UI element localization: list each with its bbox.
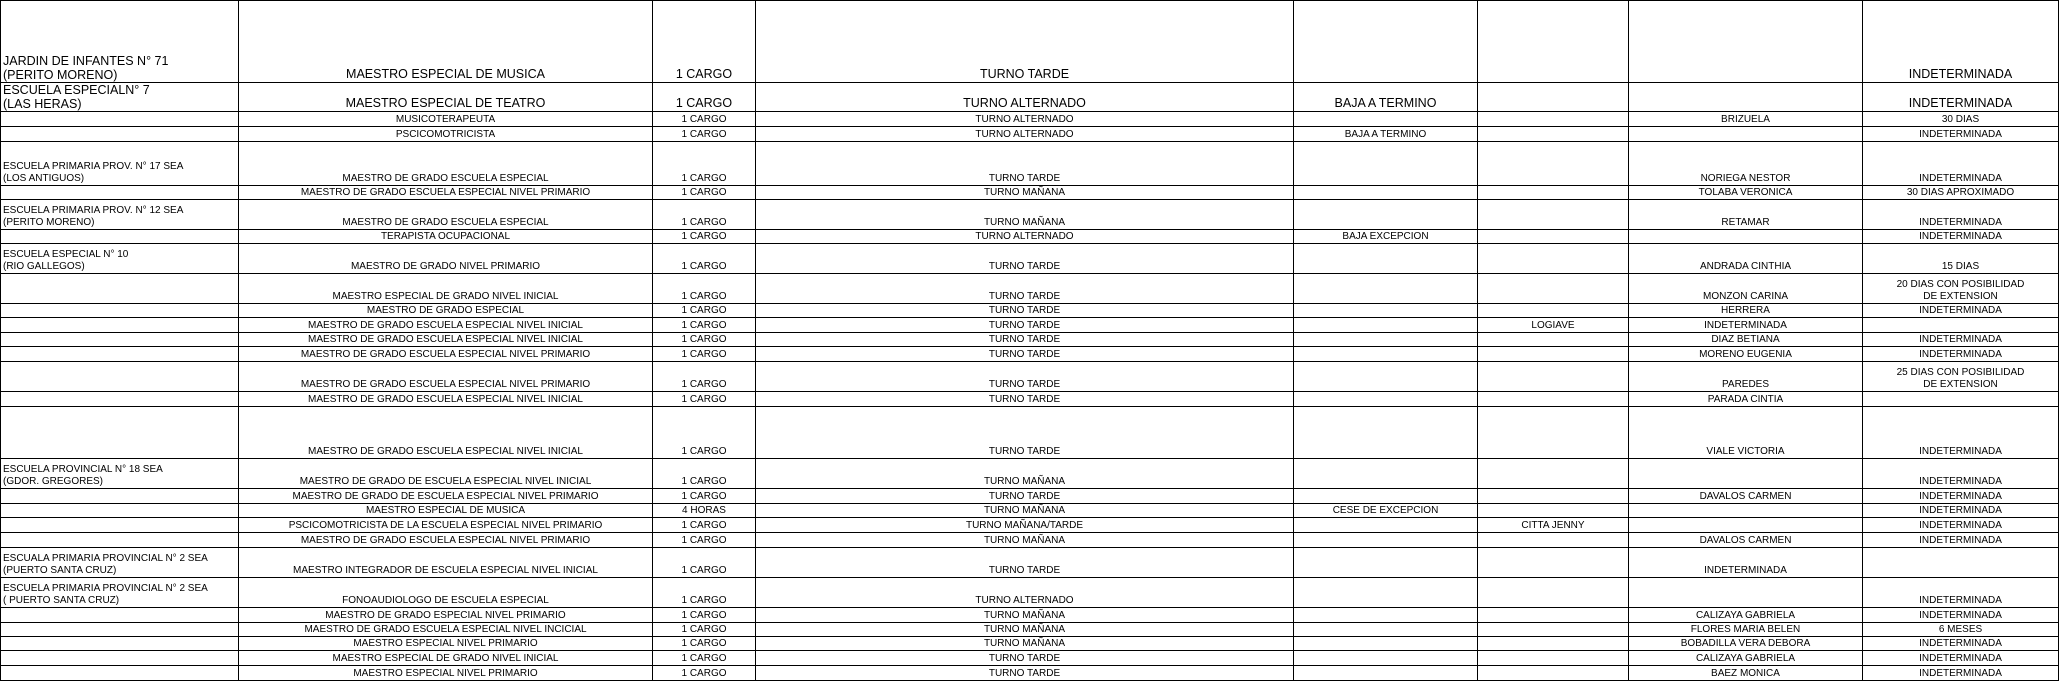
cell-movement: CESE DE EXCEPCION [1294,504,1478,518]
cell-school: JARDIN DE INFANTES N° 71 (PERITO MORENO) [1,1,239,83]
cell-movement [1294,362,1478,392]
cell-school [1,637,239,651]
cell-position: MAESTRO DE GRADO ESCUELA ESPECIAL NIVEL PRIMARIO [239,186,653,200]
cell-position: MAESTRO ESPECIAL NIVEL PRIMARIO [239,666,653,681]
cell-school: ESCUALA PRIMARIA PROVINCIAL N° 2 SEA (PUERTO SANTA CRUZ) [1,548,239,578]
cell-position: PSCICOMOTRICISTA DE LA ESCUELA ESPECIAL NIVEL PRIMARIO [239,518,653,533]
cell-position: FONOAUDIOLOGO DE ESCUELA ESPECIAL [239,578,653,608]
cell-position: MAESTRO INTEGRADOR DE ESCUELA ESPECIAL NIVEL INICIAL [239,548,653,578]
cell-shift: TURNO ALTERNADO [756,83,1294,112]
cell-quantity: 1 CARGO [653,651,756,666]
cell-duration: INDETERMINADA [1863,637,2059,651]
cell-school [1,504,239,518]
cell-replacement [1629,459,1863,489]
cell-replacement: HERRERA [1629,304,1863,318]
cell-school [1,608,239,623]
cell-quantity: 1 CARGO [653,1,756,83]
cell-replacement: MONZON CARINA [1629,274,1863,304]
cell-movement [1294,304,1478,318]
cell-quantity: 1 CARGO [653,112,756,127]
table-row [1,304,2059,318]
cell-duration: INDETERMINADA [1863,1,2059,83]
table-row [1,362,2059,392]
cell-teacher [1478,274,1629,304]
cell-position: MAESTRO DE GRADO DE ESCUELA ESPECIAL NIVEL PRIMARIO [239,489,653,504]
cell-quantity: 1 CARGO [653,347,756,362]
cell-teacher [1478,578,1629,608]
cell-quantity: 1 CARGO [653,623,756,637]
cell-movement [1294,608,1478,623]
cell-shift: TURNO MAÑANA [756,637,1294,651]
cell-teacher [1478,112,1629,127]
cell-duration: INDETERMINADA [1863,230,2059,244]
cell-replacement: CALIZAYA GABRIELA [1629,608,1863,623]
cell-teacher [1478,459,1629,489]
cell-quantity: 1 CARGO [653,608,756,623]
cell-duration: INDETERMINADA [1863,533,2059,548]
cell-teacher [1478,142,1629,186]
cell-quantity: 1 CARGO [653,548,756,578]
cell-quantity: 1 CARGO [653,666,756,681]
cell-duration: INDETERMINADA [1863,142,2059,186]
cell-school [1,666,239,681]
cell-shift: TURNO TARDE [756,362,1294,392]
cell-duration: INDETERMINADA [1863,459,2059,489]
cell-replacement: NORIEGA NESTOR [1629,142,1863,186]
cell-duration: INDETERMINADA [1863,347,2059,362]
table-row [1,623,2059,637]
table-row [1,533,2059,548]
cell-shift: TURNO TARDE [756,142,1294,186]
cell-replacement: DAVALOS CARMEN [1629,489,1863,504]
cell-shift: TURNO TARDE [756,318,1294,333]
cell-position: MAESTRO DE GRADO ESCUELA ESPECIAL NIVEL INCICIAL [239,623,653,637]
cell-replacement [1629,127,1863,142]
table-row [1,112,2059,127]
cell-duration: INDETERMINADA [1863,407,2059,459]
cell-duration [1863,548,2059,578]
cell-shift: TURNO TARDE [756,347,1294,362]
cell-shift: TURNO ALTERNADO [756,112,1294,127]
table-row [1,244,2059,274]
cell-position: MAESTRO ESPECIAL NIVEL PRIMARIO [239,637,653,651]
table-row [1,274,2059,304]
cell-movement [1294,518,1478,533]
cell-replacement: FLORES MARIA BELEN [1629,623,1863,637]
cell-position: MAESTRO DE GRADO ESCUELA ESPECIAL NIVEL INICIAL [239,392,653,407]
cell-duration: INDETERMINADA [1863,489,2059,504]
cell-replacement: VIALE VICTORIA [1629,407,1863,459]
cell-quantity: 1 CARGO [653,318,756,333]
cell-duration: INDETERMINADA [1863,200,2059,230]
table-row [1,518,2059,533]
cell-teacher [1478,83,1629,112]
cell-position: MAESTRO DE GRADO ESCUELA ESPECIAL NIVEL INICIAL [239,318,653,333]
cell-teacher [1478,623,1629,637]
cell-movement: BAJA A TERMINO [1294,83,1478,112]
cell-shift: TURNO TARDE [756,1,1294,83]
cell-quantity: 1 CARGO [653,83,756,112]
cell-teacher [1478,127,1629,142]
cell-replacement [1629,518,1863,533]
cell-movement [1294,578,1478,608]
cell-movement [1294,489,1478,504]
cell-replacement: ANDRADA CINTHIA [1629,244,1863,274]
cell-school [1,489,239,504]
cell-position: MAESTRO DE GRADO ESCUELA ESPECIAL NIVEL INICIAL [239,407,653,459]
cell-position: PSCICOMOTRICISTA [239,127,653,142]
cell-replacement: DIAZ BETIANA [1629,333,1863,347]
cell-quantity: 1 CARGO [653,489,756,504]
table-row [1,666,2059,681]
cell-position: MUSICOTERAPEUTA [239,112,653,127]
cell-shift: TURNO MAÑANA [756,186,1294,200]
table-row [1,637,2059,651]
cell-shift: TURNO TARDE [756,489,1294,504]
table-row [1,504,2059,518]
cell-school [1,533,239,548]
cell-school [1,186,239,200]
cell-school [1,651,239,666]
cell-school [1,407,239,459]
cell-position: MAESTRO DE GRADO ESCUELA ESPECIAL NIVEL INICIAL [239,333,653,347]
cell-replacement [1629,578,1863,608]
cell-position: MAESTRO DE GRADO ESPECIAL [239,304,653,318]
cell-position: MAESTRO DE GRADO ESCUELA ESPECIAL NIVEL PRIMARIO [239,362,653,392]
cell-replacement: CALIZAYA GABRIELA [1629,651,1863,666]
cell-teacher: LOGIAVE [1478,318,1629,333]
cell-shift: TURNO TARDE [756,651,1294,666]
cell-teacher [1478,533,1629,548]
cell-position: MAESTRO ESPECIAL DE GRADO NIVEL INICIAL [239,651,653,666]
cell-teacher [1478,304,1629,318]
cell-duration [1863,318,2059,333]
cell-duration: INDETERMINADA [1863,578,2059,608]
cell-duration: INDETERMINADA [1863,333,2059,347]
cell-school [1,392,239,407]
cell-quantity: 4 HORAS [653,504,756,518]
cell-duration: INDETERMINADA [1863,666,2059,681]
cell-quantity: 1 CARGO [653,200,756,230]
cell-teacher [1478,548,1629,578]
cell-quantity: 1 CARGO [653,459,756,489]
cell-replacement [1629,504,1863,518]
cell-teacher [1478,244,1629,274]
cell-replacement: DAVALOS CARMEN [1629,533,1863,548]
cell-position: MAESTRO DE GRADO ESCUELA ESPECIAL NIVEL PRIMARIO [239,533,653,548]
cell-quantity: 1 CARGO [653,407,756,459]
cell-quantity: 1 CARGO [653,518,756,533]
table-row [1,651,2059,666]
cell-shift: TURNO TARDE [756,666,1294,681]
cell-position: MAESTRO ESPECIAL DE GRADO NIVEL INICIAL [239,274,653,304]
cell-shift: TURNO TARDE [756,392,1294,407]
cell-shift: TURNO ALTERNADO [756,578,1294,608]
cell-position: MAESTRO DE GRADO ESCUELA ESPECIAL NIVEL PRIMARIO [239,347,653,362]
cell-shift: TURNO MAÑANA [756,623,1294,637]
cell-replacement: PAREDES [1629,362,1863,392]
cell-quantity: 1 CARGO [653,244,756,274]
cell-movement [1294,347,1478,362]
cell-duration: 25 DIAS CON POSIBILIDAD DE EXTENSION [1863,362,2059,392]
cell-quantity: 1 CARGO [653,533,756,548]
cell-school [1,230,239,244]
table-row [1,459,2059,489]
cell-movement [1294,407,1478,459]
cell-school: ESCUELA PRIMARIA PROV. N° 12 SEA (PERITO MORENO) [1,200,239,230]
cell-shift: TURNO TARDE [756,407,1294,459]
cell-movement [1294,651,1478,666]
cell-school [1,518,239,533]
cell-teacher [1478,407,1629,459]
cell-movement [1294,142,1478,186]
cell-position: MAESTRO DE GRADO ESCUELA ESPECIAL [239,200,653,230]
cell-position: MAESTRO ESPECIAL DE MUSICA [239,1,653,83]
cell-duration: 20 DIAS CON POSIBILIDAD DE EXTENSION [1863,274,2059,304]
cell-movement [1294,548,1478,578]
cell-teacher [1478,200,1629,230]
cell-teacher [1478,637,1629,651]
cell-replacement: BOBADILLA VERA DEBORA [1629,637,1863,651]
cell-duration: 15 DIAS [1863,244,2059,274]
cell-shift: TURNO TARDE [756,548,1294,578]
cell-replacement: PARADA CINTIA [1629,392,1863,407]
cell-duration: INDETERMINADA [1863,127,2059,142]
cell-quantity: 1 CARGO [653,333,756,347]
cell-duration: INDETERMINADA [1863,304,2059,318]
table-row [1,489,2059,504]
cell-movement [1294,112,1478,127]
cell-movement [1294,1,1478,83]
cell-teacher [1478,651,1629,666]
cell-school [1,304,239,318]
cell-quantity: 1 CARGO [653,127,756,142]
table-row [1,83,2059,112]
cell-replacement: INDETERMINADA [1629,548,1863,578]
cell-school [1,347,239,362]
cell-shift: TURNO TARDE [756,304,1294,318]
cell-shift: TURNO MAÑANA/TARDE [756,518,1294,533]
cell-duration: INDETERMINADA [1863,83,2059,112]
cell-position: MAESTRO DE GRADO NIVEL PRIMARIO [239,244,653,274]
cell-teacher [1478,230,1629,244]
table-row [1,186,2059,200]
cell-movement [1294,459,1478,489]
cell-duration: INDETERMINADA [1863,518,2059,533]
cell-quantity: 1 CARGO [653,578,756,608]
cell-movement [1294,200,1478,230]
cell-shift: TURNO TARDE [756,333,1294,347]
cell-shift: TURNO MAÑANA [756,608,1294,623]
cell-school [1,318,239,333]
cell-movement [1294,623,1478,637]
cell-movement [1294,533,1478,548]
cell-duration: INDETERMINADA [1863,651,2059,666]
cell-movement [1294,637,1478,651]
cell-quantity: 1 CARGO [653,304,756,318]
cell-school: ESCUELA PROVINCIAL N° 18 SEA (GDOR. GREGORES) [1,459,239,489]
table-row [1,230,2059,244]
cell-quantity: 1 CARGO [653,142,756,186]
cell-quantity: 1 CARGO [653,230,756,244]
cell-teacher [1478,333,1629,347]
table-row [1,127,2059,142]
cell-quantity: 1 CARGO [653,186,756,200]
table-row [1,200,2059,230]
table-row [1,347,2059,362]
cell-movement: BAJA A TERMINO [1294,127,1478,142]
table-row [1,548,2059,578]
cell-replacement [1629,1,1863,83]
cell-school [1,127,239,142]
cell-position: TERAPISTA OCUPACIONAL [239,230,653,244]
cell-quantity: 1 CARGO [653,362,756,392]
cell-duration: INDETERMINADA [1863,608,2059,623]
cell-school [1,333,239,347]
table-row [1,1,2059,83]
cell-teacher [1478,392,1629,407]
cell-teacher [1478,504,1629,518]
cell-duration [1863,392,2059,407]
cell-duration: INDETERMINADA [1863,504,2059,518]
cell-duration: 30 DIAS [1863,112,2059,127]
cell-movement [1294,318,1478,333]
cell-school: ESCUELA PRIMARIA PROVINCIAL N° 2 SEA ( PUERTO SANTA CRUZ) [1,578,239,608]
cell-teacher [1478,489,1629,504]
cell-shift: TURNO ALTERNADO [756,230,1294,244]
table-row [1,333,2059,347]
cell-position: MAESTRO DE GRADO ESCUELA ESPECIAL [239,142,653,186]
cell-position: MAESTRO DE GRADO ESPECIAL NIVEL PRIMARIO [239,608,653,623]
cell-shift: TURNO TARDE [756,244,1294,274]
cell-replacement: BRIZUELA [1629,112,1863,127]
cell-movement [1294,333,1478,347]
cell-movement: BAJA EXCEPCION [1294,230,1478,244]
cell-quantity: 1 CARGO [653,392,756,407]
cell-school [1,112,239,127]
table-row [1,578,2059,608]
cell-shift: TURNO TARDE [756,274,1294,304]
cell-school: ESCUELA ESPECIALN° 7 (LAS HERAS) [1,83,239,112]
cell-position: MAESTRO ESPECIAL DE MUSICA [239,504,653,518]
cell-school [1,623,239,637]
cell-replacement: RETAMAR [1629,200,1863,230]
cell-shift: TURNO MAÑANA [756,459,1294,489]
cell-shift: TURNO MAÑANA [756,200,1294,230]
cell-shift: TURNO MAÑANA [756,533,1294,548]
table-row [1,142,2059,186]
cell-teacher: CITTA JENNY [1478,518,1629,533]
cell-replacement: TOLABA VERONICA [1629,186,1863,200]
cell-movement [1294,274,1478,304]
cell-replacement [1629,230,1863,244]
cell-shift: TURNO ALTERNADO [756,127,1294,142]
cell-replacement: INDETERMINADA [1629,318,1863,333]
cell-teacher [1478,608,1629,623]
cell-quantity: 1 CARGO [653,637,756,651]
cell-replacement: MORENO EUGENIA [1629,347,1863,362]
table-row [1,392,2059,407]
cell-shift: TURNO MAÑANA [756,504,1294,518]
cell-movement [1294,666,1478,681]
cell-school: ESCUELA ESPECIAL N° 10 (RIO GALLEGOS) [1,244,239,274]
cell-school: ESCUELA PRIMARIA PROV. N° 17 SEA (LOS ANTIGUOS) [1,142,239,186]
cell-movement [1294,244,1478,274]
cell-teacher [1478,362,1629,392]
cell-teacher [1478,1,1629,83]
table-row [1,407,2059,459]
cell-duration: 6 MESES [1863,623,2059,637]
table-row [1,318,2059,333]
cell-quantity: 1 CARGO [653,274,756,304]
cell-position: MAESTRO ESPECIAL DE TEATRO [239,83,653,112]
cell-teacher [1478,347,1629,362]
cell-movement [1294,392,1478,407]
table-row [1,608,2059,623]
cell-school [1,362,239,392]
cell-teacher [1478,666,1629,681]
cell-replacement: BAEZ MONICA [1629,666,1863,681]
cell-replacement [1629,83,1863,112]
cell-school [1,274,239,304]
cell-position: MAESTRO DE GRADO DE ESCUELA ESPECIAL NIVEL INICIAL [239,459,653,489]
cell-duration: 30 DIAS APROXIMADO [1863,186,2059,200]
cell-movement [1294,186,1478,200]
cell-teacher [1478,186,1629,200]
